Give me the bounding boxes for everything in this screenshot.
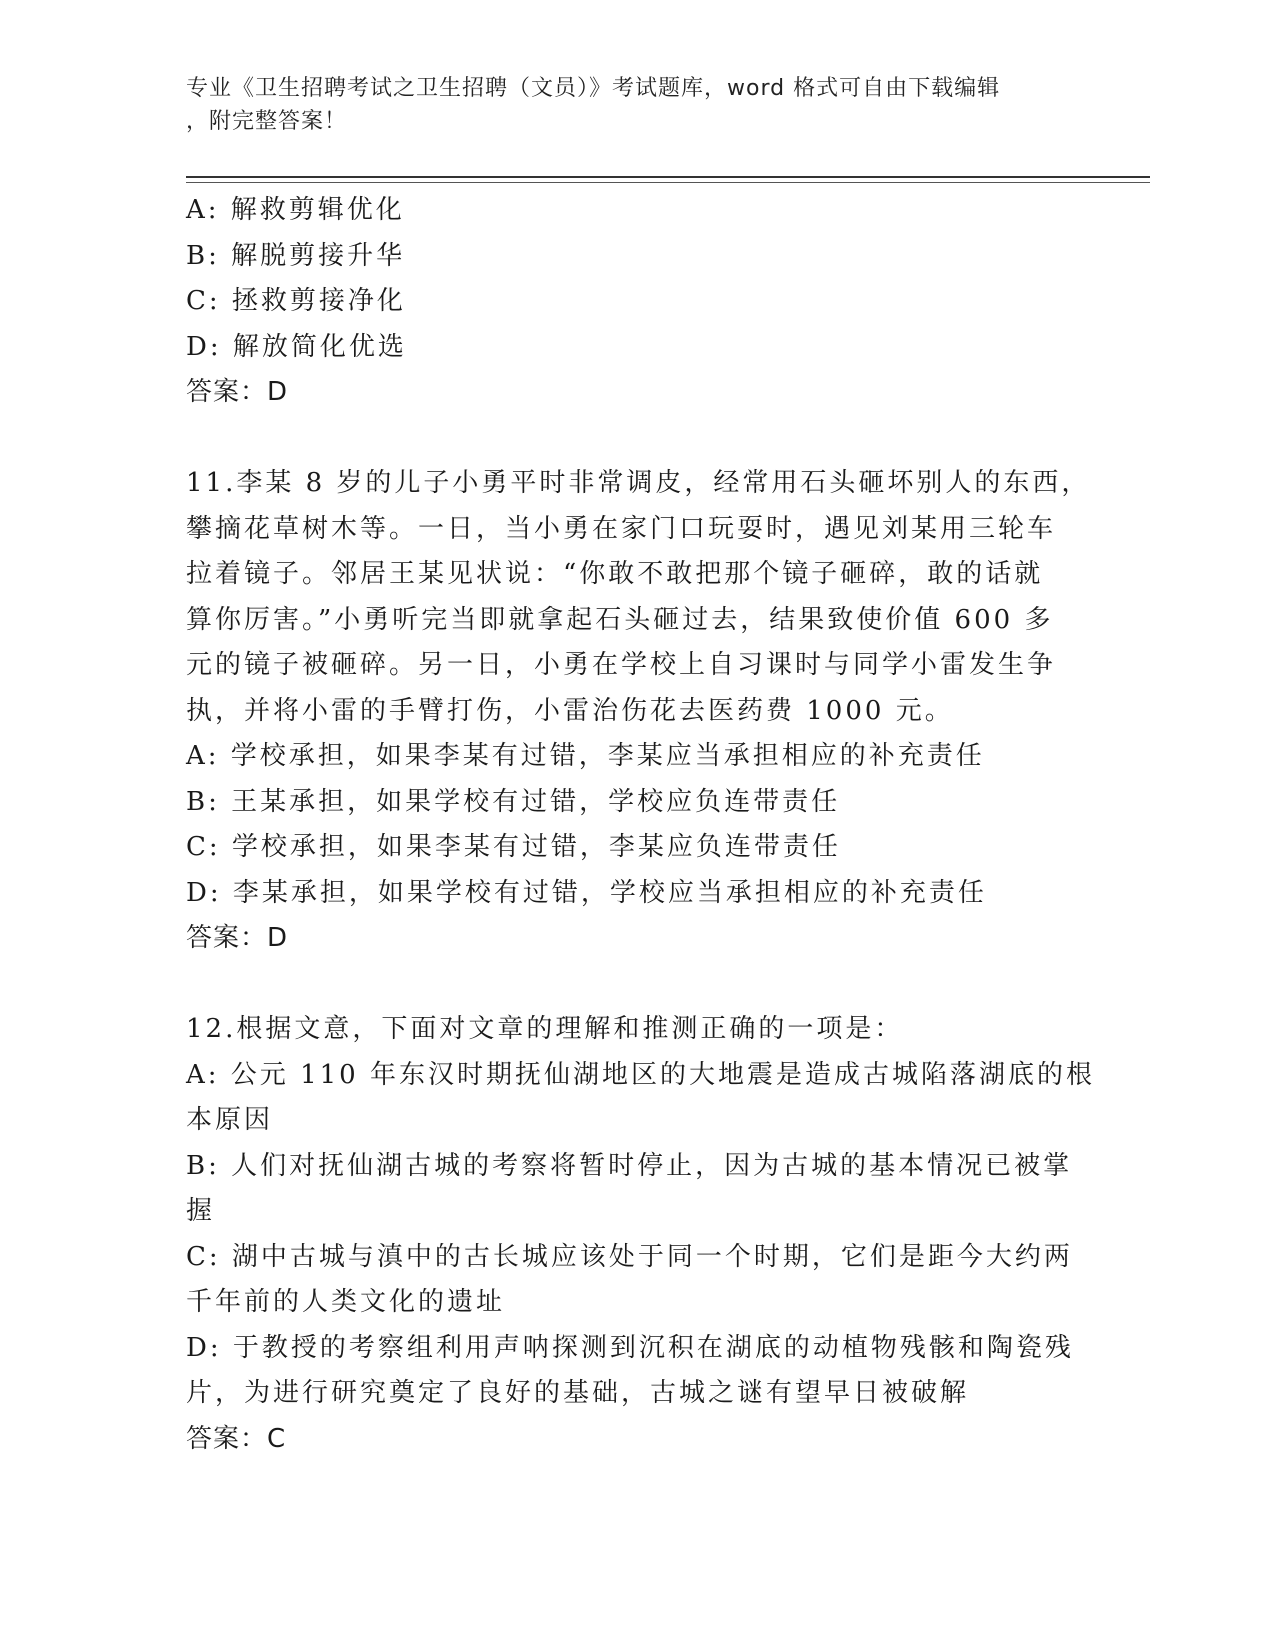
q12-option-b-line-1: B: 人们对抚仙湖古城的考察将暂时停止，因为古城的基本情况已被掌 xyxy=(186,1150,1073,1181)
q11-option-c: C: 学校承担，如果李某有过错，李某应负连带责任 xyxy=(186,832,841,862)
header-line-2: ，附完整答案！ xyxy=(186,109,348,134)
q11-stem-line-3: 拉着镜子。邻居王某见状说：“你敢不敢把那个镜子砸碎，敢的话就 xyxy=(186,559,1044,589)
q10-option-b: B: 解脱剪接升华 xyxy=(186,240,406,271)
header-divider-thick xyxy=(186,176,1150,178)
q12-option-b-line-2: 握 xyxy=(186,1196,216,1226)
q11-stem-line-6: 执，并将小雷的手臂打伤，小雷治伤花去医药费 1000 元。 xyxy=(186,695,954,726)
q12-option-d-line-1: D: 于教授的考察组利用声呐探测到沉积在湖底的动植物残骸和陶瓷残 xyxy=(186,1332,1074,1363)
spacer xyxy=(186,416,1086,462)
q12-option-c-line-2: 千年前的人类文化的遗址 xyxy=(186,1287,506,1317)
question-11 xyxy=(186,461,1091,962)
q12-option-d-line-2: 片，为进行研究奠定了良好的基础，古城之谜有望早日被破解 xyxy=(186,1378,970,1408)
q12-option-a-line-2: 本原因 xyxy=(186,1105,274,1135)
q10-option-d: D: 解放简化优选 xyxy=(186,331,407,362)
q11-option-a: A: 学校承担，如果李某有过错，李某应当承担相应的补充责任 xyxy=(186,741,985,771)
q11-option-d: D: 李某承担，如果学校有过错，学校应当承担相应的补充责任 xyxy=(186,877,987,908)
q11-answer: 答案：D xyxy=(186,923,289,953)
q11-stem-line-2: 攀摘花草树木等。一日，当小勇在家门口玩耍时，遇见刘某用三轮车 xyxy=(186,513,1057,544)
q12-option-c-line-1: C: 湖中古城与滇中的古长城应该处于同一个时期，它们是距今大约两 xyxy=(186,1241,1073,1272)
spacer xyxy=(186,962,1086,1008)
q12-answer: 答案：C xyxy=(186,1423,287,1454)
question-10 xyxy=(186,188,1086,416)
q11-stem-line-1: 11.李某 8 岁的儿子小勇平时非常调皮，经常用石头砸坏别人的东西， xyxy=(186,468,1091,498)
question-12 xyxy=(186,1007,1095,1462)
header-line-1: 专业《卫生招聘考试之卫生招聘（文员）》考试题库，word 格式可自由下载编辑 xyxy=(186,76,1001,101)
document-header xyxy=(186,72,1086,138)
q11-stem-line-5: 元的镜子被砸碎。另一日，小勇在学校上自习课时与同学小雷发生争 xyxy=(186,650,1057,680)
q11-stem-line-4: 算你厉害。”小勇听完当即就拿起石头砸过去，结果致使价值 600 多 xyxy=(186,604,1054,635)
q12-option-a-line-1: A: 公元 110 年东汉时期抚仙湖地区的大地震是造成古城陷落湖底的根 xyxy=(186,1059,1095,1090)
q10-option-c: C: 拯救剪接净化 xyxy=(186,286,406,316)
q10-answer: 答案：D xyxy=(186,377,289,407)
header-divider-thin xyxy=(186,182,1150,183)
question-content xyxy=(186,188,1095,1462)
q11-option-b: B: 王某承担，如果学校有过错，学校应负连带责任 xyxy=(186,786,841,817)
q12-stem: 12.根据文意，下面对文章的理解和推测正确的一项是： xyxy=(186,1014,904,1044)
q10-option-a: A: 解救剪辑优化 xyxy=(186,195,405,225)
